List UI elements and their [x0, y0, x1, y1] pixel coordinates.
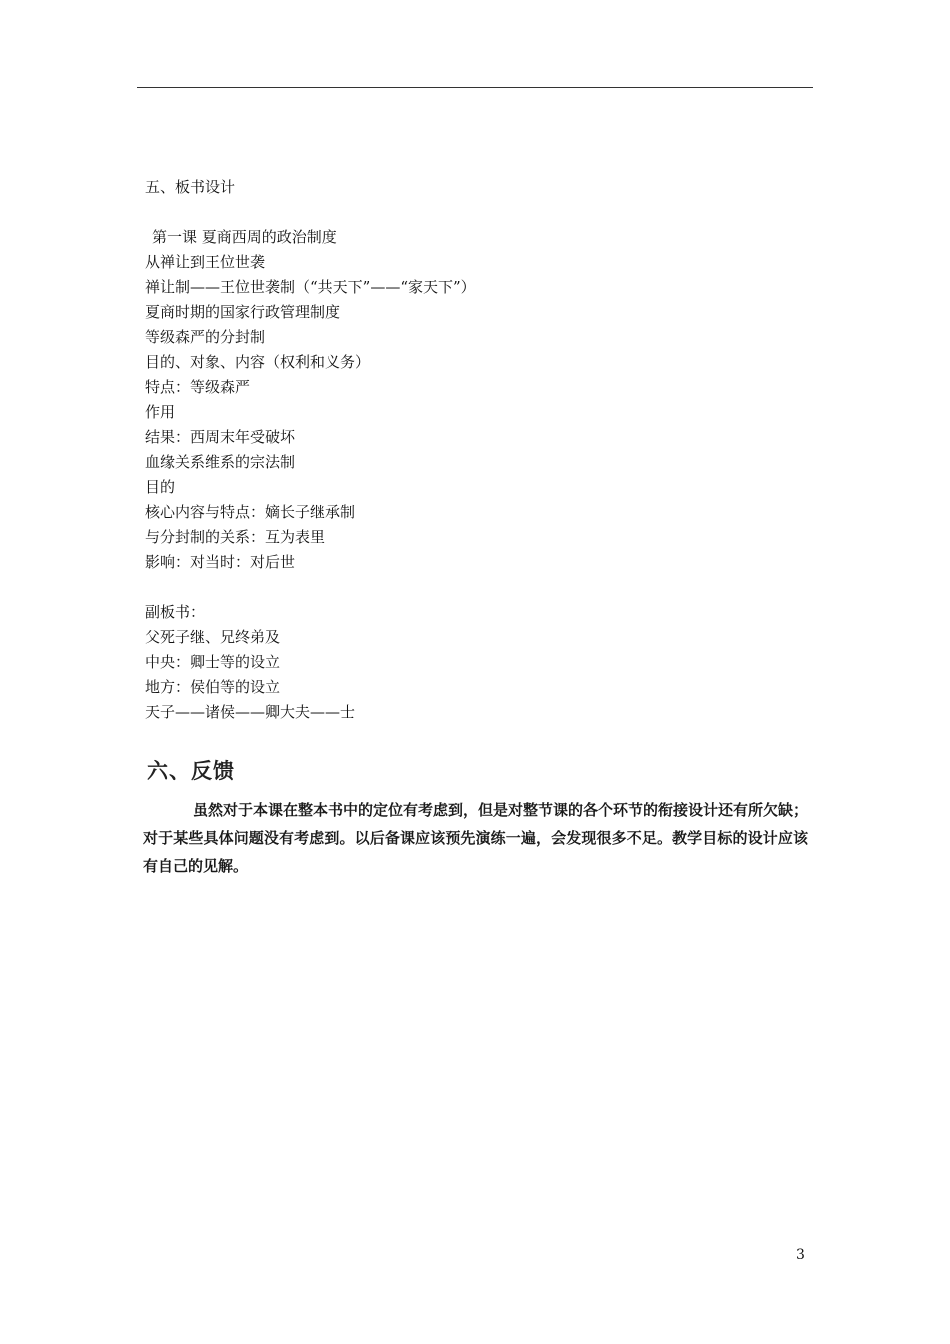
board-line: 禅让制——王位世袭制（“共天下”——“家天下”）	[145, 278, 476, 296]
sub-board-line: 天子——诸侯——卿大夫——士	[145, 703, 356, 721]
board-line: 夏商时期的国家行政管理制度	[145, 303, 341, 321]
board-line: 特点：等级森严	[145, 378, 251, 396]
sub-board-line: 中央：卿士等的设立	[145, 653, 281, 671]
board-line: 目的、对象、内容（权利和义务）	[145, 353, 371, 371]
section-five-heading: 五、板书设计	[145, 178, 236, 196]
sub-board-line: 地方：侯伯等的设立	[145, 678, 281, 696]
lesson-title: 第一课 夏商西周的政治制度	[152, 228, 337, 246]
header-rule	[137, 87, 813, 88]
feedback-paragraph: 虽然对于本课在整本书中的定位有考虑到，但是对整节课的各个环节的衔接设计还有所欠缺；对于某些具体问题没有考虑到。以后备课应该预先演练一遍，会发现很多不足。教学目标的设计应该有自己的见解。	[143, 801, 809, 875]
board-line: 血缘关系维系的宗法制	[145, 453, 296, 471]
board-line: 核心内容与特点：嫡长子继承制	[145, 503, 356, 521]
sub-board-heading: 副板书：	[145, 603, 206, 621]
board-line: 结果：西周末年受破坏	[145, 428, 296, 446]
section-six-heading: 六、反馈	[147, 759, 235, 783]
board-line: 从禅让到王位世袭	[145, 253, 266, 271]
board-design-section	[145, 175, 785, 725]
board-line: 影响：对当时：对后世	[145, 553, 296, 571]
board-line: 作用	[145, 403, 176, 421]
board-line: 目的	[145, 478, 176, 496]
sub-board-line: 父死子继、兄终弟及	[145, 628, 281, 646]
page-number: 3	[796, 1247, 805, 1263]
board-line: 与分封制的关系：互为表里	[145, 528, 326, 546]
board-line: 等级森严的分封制	[145, 328, 266, 346]
